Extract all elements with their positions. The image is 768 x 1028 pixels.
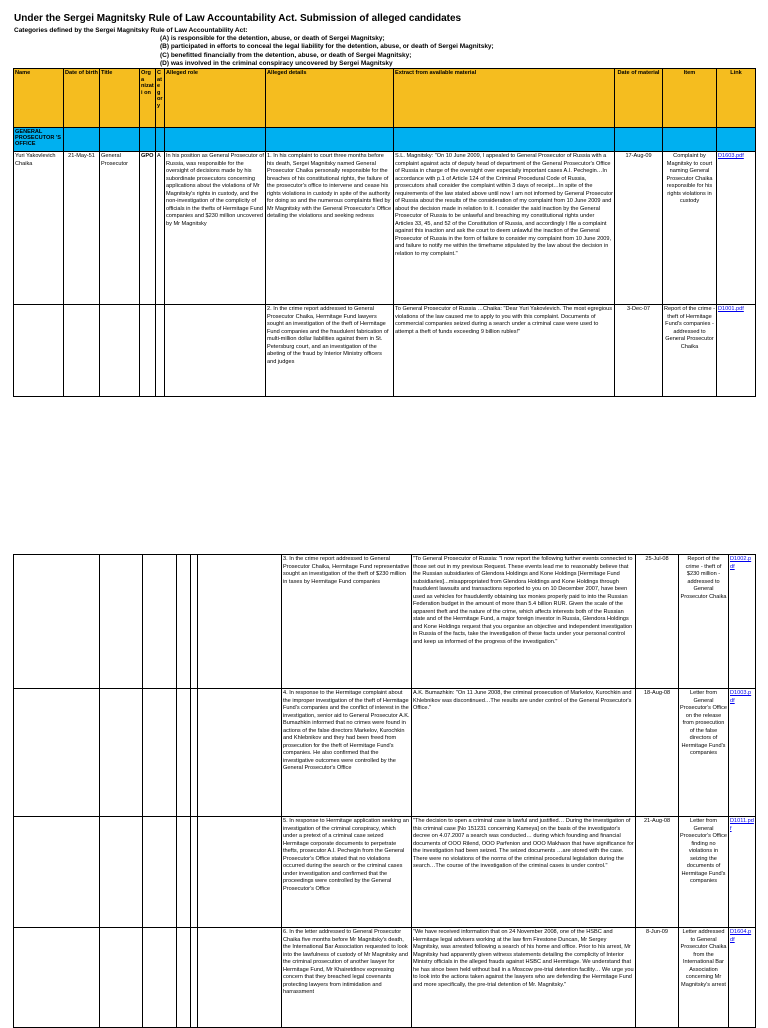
row-extract: "To General Prosecutor of Russia: "I now report the following further events connected to those set out in my previous Request. These events lead me to reasonably believe that the Russian subsidiaries of Glendora Holdings and Kone Holdings [Hermitage Fund subsidiaries]...misappropriated from Glendora Holdings and Kone Holdings through fraudulent lawsuits and transactions reported to you on 10 December 2007, have been used as vehicles for fraudulently obtaining tax monies properly paid to into the Russian Federation budget in the amount of more than 5.4 billion RUR. Given the scale of the apparent theft and the nature of the crime, which affects interests both of the Russian state and of the Hermitage Fund, a major foreign investor in Russia, Glendora Holdings and Kone Holdings request that you organise an objective and independent investigation in Russia of the facts, take the investigation of these facts under your personal control and keep us informed of the progress of the investigation." [412, 555, 636, 689]
header-row [14, 69, 756, 128]
category-b: (B) participated in efforts to conceal the legal liability for the detention, abuse, or death of Sergei Magnitsky; [160, 43, 494, 51]
category-a: (A) is responsible for the detention, abuse, or death of Sergei Magnitsky; [160, 35, 385, 42]
row-date: 21-Aug-08 [636, 817, 679, 928]
row-item: Report of the crime - theft of $230 million - addressed to General Prosecutor Chaika [679, 555, 729, 689]
table-row [14, 555, 756, 689]
row-extract: A.K. Bumazhkin: "On 11 June 2008, the criminal prosecution of Markelov, Kurochkin and Khlebnikov was discontinued…The results are under control of the General Prosecutor's Office." [412, 689, 636, 817]
document-header [14, 0, 754, 68]
pdf-link[interactable]: D1603.pdf [718, 153, 744, 159]
column-header-category: C at e g or y [156, 69, 165, 128]
column-header-date: Date of material [615, 69, 663, 128]
row-item: Report of the crime - theft of Hermitage Fund's companies - addressed to General Prosecutor Chaika [663, 305, 717, 397]
category-d: (D) was involved in the criminal conspiracy uncovered by Sergei Magnitsky [160, 59, 393, 67]
row-details: 4. In response to the Hermitage complaint about the improper investigation of the theft of Hermitage Fund's companies and the conflict of interest in the investigation, senior aid to General Prosecutor A.K. Bumazhkin informed that no crimes were found in actions of the false directors Markelov, Kurochkin and Khlebnikov and they had been freed from prosecution for the theft of Hermitage Fund's companies. He also confirmed that the investigative outcomes were controlled by the General Prosecutor's Office [282, 689, 412, 817]
pdf-link[interactable]: D1604.pdf [730, 929, 752, 943]
table-row [14, 928, 756, 1028]
pdf-link[interactable]: D1011.pdf [730, 818, 754, 832]
pdf-link[interactable]: D1003.pdf [730, 690, 752, 704]
category-c: (C) benefitted financially from the detention, abuse, or death of Sergei Magnitsky; [160, 51, 412, 59]
pdf-link[interactable]: D1002.pdf [730, 556, 752, 570]
row-item: Letter from General Prosecutor's Office finding no violations in seizing the documents of Hermitage Fund's companies [679, 817, 729, 928]
person-category: A [156, 152, 165, 305]
row-date: 17-Aug-09 [615, 152, 663, 305]
candidates-table-continued [13, 554, 756, 1028]
column-header-name: Name [14, 69, 64, 128]
row-date: 3-Dec-07 [615, 305, 663, 397]
column-header-link: Link [717, 69, 756, 128]
row-extract: "The decision to open a criminal case is lawful and justified… During the investigation of this criminal case [No 151231 concerning Kameya] on the basis of the investigator's decree on 4.07.2007 a search was conducted… during which founding and financial documents of OOO Rilend, OOO Parfenion and OOO Makhaon that have significance for the investigation had been seized. The seized documents …are stored with the case. There were no violations of the norms of the criminal procedural legislation during the search…The course of the investigation of the criminal cases is under control." [412, 817, 636, 928]
column-header-details: Alleged details [266, 69, 394, 128]
column-header-item: Item [663, 69, 717, 128]
person-role: In his position as General Prosecutor of Russia, was responsible for the oversight of decisions made by his subordinate prosecutors concerning applications about the violations of Mr Magnitsky's rights in custody, and the non-investigation of the complicity of officials in the thefts of Hermitage Fund companies and $230 million uncovered by Mr Magnitsky [165, 152, 266, 305]
row-extract: "We have received information that on 24 November 2008, one of the HSBC and Hermitage legal advisers working at the law firm Firestone Duncan, Mr Sergey Magnitsky, was arrested following a search of his home and office. Prior to his arrest, Mr Magnitsky had apparently given witness statements detailing the complicity of Interior Ministry officials in the alleged frauds against HSBC and Hermitage. We understand that he has since been held without bail in a Moscow pre-trial detention facility… We urge you to look into the actions taken against the lawyers who are defending the Hermitage Fund and more specifically, the pre-trial detention of Mr. Magnitsky." [412, 928, 636, 1028]
categories-intro: Categories defined by the Sergei Magnitsky Rule of Law Accountability Act: [14, 27, 248, 34]
person-dob: 21-May-51 [64, 152, 100, 305]
document-title: Under the Sergei Magnitsky Rule of Law Accountability Act. Submission of alleged candidates [14, 13, 462, 24]
section-label: GENERAL PROSECUTOR 'S OFFICE [14, 128, 64, 152]
row-date: 25-Jul-08 [636, 555, 679, 689]
person-name: Yuri Yakovlevich Chaika [14, 152, 64, 305]
row-details: 3. In the crime report addressed to General Prosecutor Chaika, Hermitage Fund representative sought an investigation of the theft of $230 million in taxes by Hermitage Fund companies [282, 555, 412, 689]
row-details: 5. In response to Hermitage application seeking an investigation of the criminal conspiracy, which under a pretext of a criminal case seized Hermitage corporate documents to perpetrate thefts, prosecutor A.I. Pechegin from the General Prosecutor's Office stated that no violations occurred during the search or the criminal cases under investigation and confirmed that the proceedings were controlled by the General Prosecutor's Office [282, 817, 412, 928]
row-details: 6. In the letter addressed to General Prosecutor Chaika five months before Mr Magnitsky's death, the International Bar Association requested to look into the lawfulness of custody of Mr Magnitsky and the criminal prosecution of another lawyer for Hermitage Fund, Mr Khairetdinov expressing concern that they breached legal covenants protecting lawyers from intimidation and harrassment [282, 928, 412, 1028]
row-date: 8-Jun-09 [636, 928, 679, 1028]
table-row [14, 689, 756, 817]
column-header-dob: Date of birth [64, 69, 100, 128]
row-details: 1. In his complaint to court three months before his death, Sergei Magnitsky named General Prosecutor Chaika personally responsible for the breaches of his constitutional rights, the failure of the prosecutor's office to intervene and cease his rights violations in custody in spite of the authority for doing so and the numerous complaints filed by Mr Magnitsky with the General Prosecutor's Office detailing the violations and seeking redress [266, 152, 394, 305]
table-row [14, 305, 756, 397]
row-details: 2. In the crime report addressed to General Prosecutor Chaika, Hermitage Fund lawyers sought an investigation of the theft of Hermitage Fund companies and the fraudulent fabrication of multi-million dollar liabilities against them in St. Petersburg court, and an investigation of the abeting of the fraud by Interior Ministry officers and judges [266, 305, 394, 397]
section-row [14, 128, 756, 152]
person-title: General Prosecutor [100, 152, 140, 305]
row-item: Letter addressed to General Prosecutor Chaika from the International Bar Association concerning Mr Magnitsky's arrest [679, 928, 729, 1028]
column-header-title: Title [100, 69, 140, 128]
row-extract: To General Prosecutor of Russia …Chaika: "Dear Yuri Yakovlevich. The most egregious violations of the law caused me to apply to you with this complaint. Documents of commercial companies seized during a search under a criminal case were used to attempt a theft of funds exceeding 9 billion rubles!" [394, 305, 615, 397]
column-header-extract: Extract from available material [394, 69, 615, 128]
column-header-role: Alleged role [165, 69, 266, 128]
table-row [14, 152, 756, 305]
row-item: Complaint by Magnitsky to court naming General Prosecutor Chaika responsible for his rights violations in custody [663, 152, 717, 305]
pdf-link[interactable]: D1001.pdf [718, 306, 744, 312]
row-item: Letter from General Prosecutor's Office on the release from prosecution of the false directors of Hermitage Fund's companies [679, 689, 729, 817]
column-header-organization: Orga nizati on [140, 69, 156, 128]
candidates-table [13, 68, 756, 397]
table-row [14, 817, 756, 928]
person-organization: GPO [140, 152, 156, 305]
row-extract: S.L. Magnitsky: "On 10 June 2009, I appealed to General Prosecutor of Russia with a complaint against acts of deputy head of department of the General Prosecutor's Office of Russia in charge of the oversight over especially important cases A.I. Pechegin…In accordance with p.1 of Article 124 of the Criminal Procedural Code of Russia, prosecutors shall consider the complaint within 3 days of receipt…In spite of the requirements of the law stated above until now I am not informed by General Prosecutor of Russia about the results of the consideration of my complaint from 10 June 2009 and about the decision made in relation to it. I consider the said inaction by the General Prosecutor of Russia to be unlawful and breaching my constitutional rights under Articles 33, 45, and 52 of the Constitution of Russia, and accordingly I file a complaint against this inaction and ask the court to deem unlawful the inaction of the General Prosecutor of Russia in the form of failure to consider my complaint from 10 June 2009, and failure to notify me within the timeframe stipulated by the law about the decision in relation to my complaint." [394, 152, 615, 305]
row-date: 18-Aug-08 [636, 689, 679, 817]
